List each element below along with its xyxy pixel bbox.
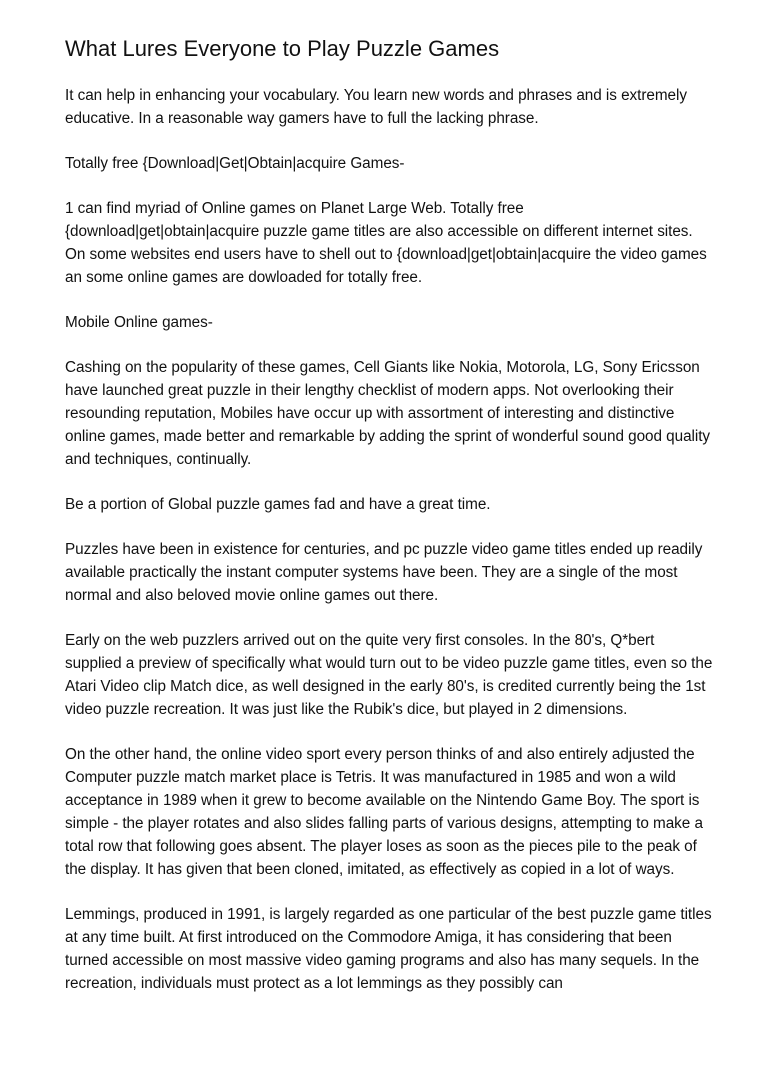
paragraph-myriad-games: 1 can find myriad of Online games on Planet Large Web. Totally free {download|get|obtain|acquire puzzle game titles are also accessible on different internet sites. On some websites end users have to shell out to {download|get|obtain|acquire the video games an some online games are dowloaded for totally free.: [65, 200, 707, 286]
paragraph-vocabulary: It can help in enhancing your vocabulary. You learn new words and phrases and is extremely educative. In a reasonable way gamers have to full the lacking phrase.: [65, 87, 687, 127]
paragraph-cell-giants: Cashing on the popularity of these games, Cell Giants like Nokia, Motorola, LG, Sony Ericsson have launched great puzzle in their lengthy checklist of modern apps. Not overlooking their resounding reputation, Mobiles have occur up with assortment of interesting and distinctive online games, made better and remarkable by adding the sprint of wonderful sound good quality and techniques, continually.: [65, 359, 711, 468]
document-title: What Lures Everyone to Play Puzzle Games: [65, 36, 500, 61]
paragraph-early-puzzlers: Early on the web puzzlers arrived out on the quite very first consoles. In the 80's, Q*bert supplied a preview of specifically what would turn out to be video puzzle game titles, even so the Atari Video clip Match dice, as well designed in the early 80's, is credited currently being the 1st video puzzle recreation. It was just like the Rubik's dice, but played in 2 dimensions.: [65, 632, 713, 718]
heading-free-download: Totally free {Download|Get|Obtain|acquire Games-: [65, 155, 405, 172]
heading-mobile-games: Mobile Online games-: [65, 314, 213, 331]
paragraph-global-fad: Be a portion of Global puzzle games fad and have a great time.: [65, 496, 491, 513]
document-body: [65, 36, 715, 1017]
paragraph-lemmings: Lemmings, produced in 1991, is largely regarded as one particular of the best puzzle game titles at any time built. At first introduced on the Commodore Amiga, it has considering that been turned accessible on most massive video gaming programs and also has many sequels. In the recreation, individuals must protect as a lot lemmings as they possibly can: [65, 906, 712, 992]
paragraph-tetris: On the other hand, the online video sport every person thinks of and also entirely adjusted the Computer puzzle match market place is Tetris. It was manufactured in 1985 and won a wild acceptance in 1989 when it grew to become available on the Nintendo Game Boy. The sport is simple - the player rotates and also slides falling parts of various designs, attempting to make a total row that following goes absent. The player loses as soon as the pieces pile to the peak of the display. It has given that been cloned, imitated, as effectively as copied in a lot of ways.: [65, 746, 703, 878]
paragraph-centuries: Puzzles have been in existence for centuries, and pc puzzle video game titles ended up readily available practically the instant computer systems have been. They are a single of the most normal and also beloved movie online games out there.: [65, 541, 703, 604]
